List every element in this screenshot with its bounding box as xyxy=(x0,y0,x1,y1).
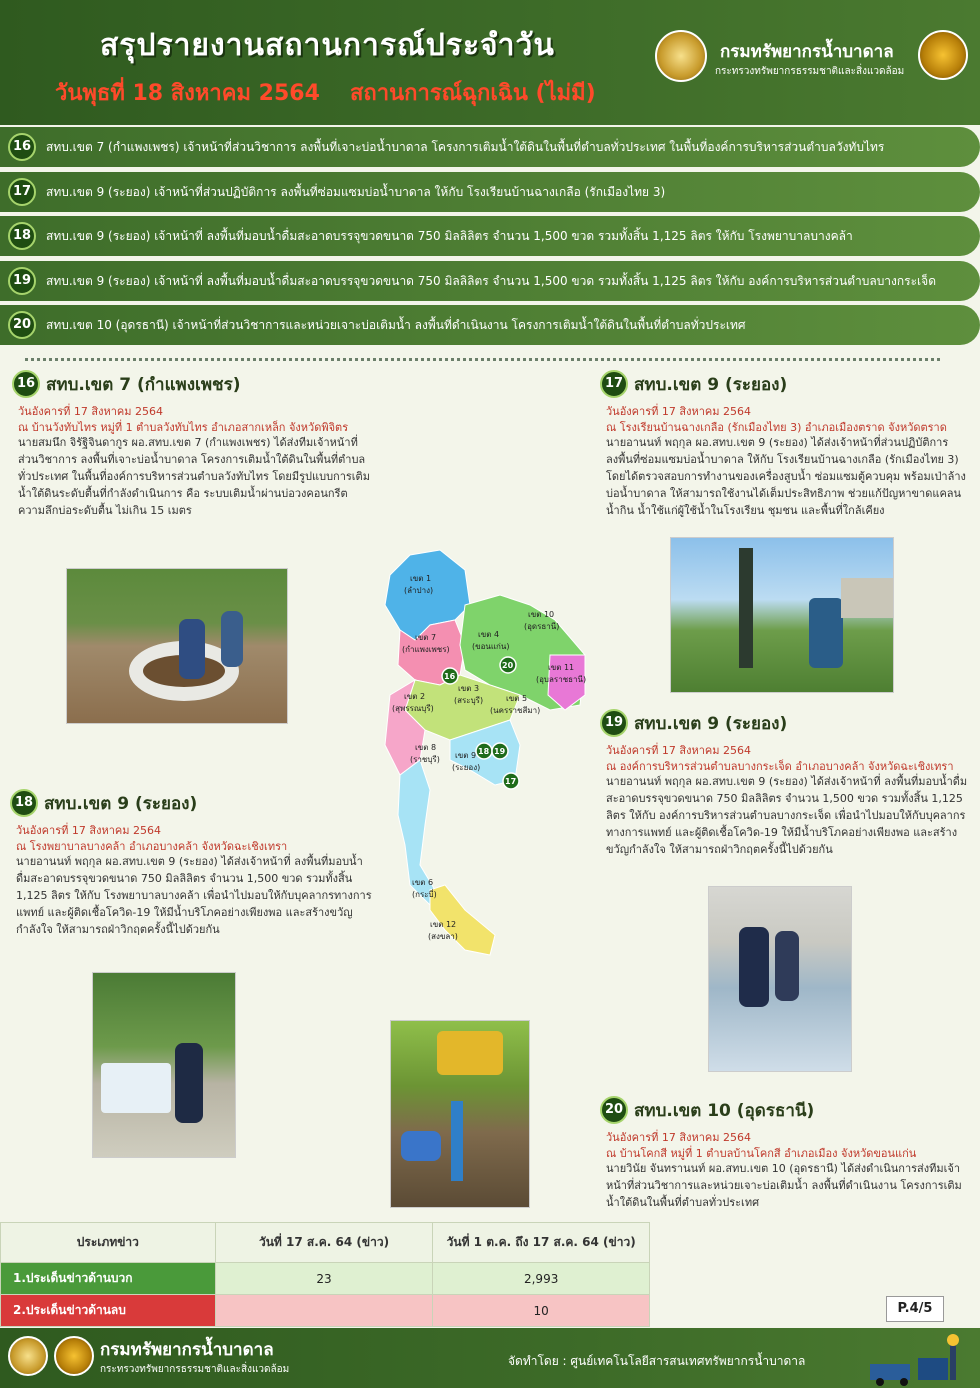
table-cell-label: 1.ประเด็นข่าวด้านบวก xyxy=(1,1263,216,1295)
detail-block-20 xyxy=(600,1096,975,1216)
table-header-row xyxy=(1,1223,650,1263)
photo-water-donation-hospital xyxy=(92,972,236,1158)
building xyxy=(841,578,894,618)
water-tank xyxy=(809,598,843,668)
detail-number-badge: 20 xyxy=(600,1096,628,1124)
map-label: (สระบุรี) xyxy=(454,696,484,705)
summary-row xyxy=(0,261,980,301)
worker-figure xyxy=(179,619,205,679)
detail-block-17 xyxy=(600,370,970,540)
summary-row xyxy=(0,216,980,256)
page-title: สรุปรายงานสถานการณ์ประจำวัน xyxy=(100,28,555,63)
map-marker-16 xyxy=(442,668,458,684)
map-label: (อุดรธานี) xyxy=(524,622,560,631)
table-header: ประเภทข่าว xyxy=(1,1223,216,1263)
detail-block-16 xyxy=(12,370,374,540)
table-header: วันที่ 17 ส.ค. 64 (ข่าว) xyxy=(215,1223,433,1263)
worker-figure xyxy=(739,927,769,1007)
footer-ministry-name: กระทรวงทรัพยากรธรรมชาติและสิ่งแวดล้อม xyxy=(100,1364,290,1375)
detail-heading: สทบ.เขต 9 (ระยอง) xyxy=(44,794,198,814)
summary-number-badge: 16 xyxy=(8,133,36,161)
map-svg xyxy=(370,545,600,965)
map-label: (ขอนแก่น) xyxy=(472,642,510,651)
detail-location: ณ โรงเรียนบ้านฉางเกลือ (รักเมืองไทย 3) อำเภอเมืองตราด จังหวัดตราด xyxy=(606,421,947,434)
summary-row xyxy=(0,172,980,212)
detail-heading: สทบ.เขต 7 (กำแพงเพชร) xyxy=(46,375,241,395)
drilling-rig-icon xyxy=(860,1334,970,1386)
map-label: (สุพรรณบุรี) xyxy=(392,704,434,713)
detail-location: ณ บ้านโคกสี หมู่ที่ 1 ตำบลบ้านโคกสี อำเภอเมือง จังหวัดขอนแก่น xyxy=(606,1147,917,1160)
map-marker-19 xyxy=(492,743,508,759)
detail-number-badge: 17 xyxy=(600,370,628,398)
department-emblem-icon xyxy=(8,1336,48,1376)
emergency-status: สถานการณ์ฉุกเฉิน (ไม่มี) xyxy=(350,81,596,106)
news-summary-table xyxy=(0,1222,650,1327)
summary-row xyxy=(0,305,980,345)
worker-figure xyxy=(221,611,243,667)
table-cell: 23 xyxy=(215,1263,433,1295)
summary-number-badge: 19 xyxy=(8,267,36,295)
map-label: (อุบลราชธานี) xyxy=(536,675,587,684)
detail-date: วันอังคารที่ 17 สิงหาคม 2564 xyxy=(606,1131,751,1144)
map-label: (ลำปาง) xyxy=(404,586,434,595)
detail-number-badge: 18 xyxy=(10,789,38,817)
map-label: เขต 3 xyxy=(458,684,480,693)
photo-recharge-well xyxy=(390,1020,530,1208)
excavator xyxy=(437,1031,503,1075)
ministry-emblem-icon xyxy=(918,30,968,80)
detail-block-18 xyxy=(10,789,372,959)
map-label: (ระยอง) xyxy=(452,763,481,772)
summary-text: สทบ.เขต 10 (อุดรธานี) เจ้าหน้าที่ส่วนวิชาการและหน่วยเจาะบ่อเติมน้ำ ลงพื้นที่ดำเนินงาน โครงการเติมน้ำใต้ดินในพื้นที่ตำบลทั่วประเทศ xyxy=(46,318,746,332)
water-bottles xyxy=(101,1063,171,1113)
detail-number-badge: 19 xyxy=(600,709,628,737)
dotted-divider xyxy=(25,358,940,361)
detail-heading: สทบ.เขต 9 (ระยอง) xyxy=(634,714,788,734)
detail-body: นายวินัย จันทรานนท์ ผอ.สทบ.เขต 10 (อุดรธานี) ได้ส่งดำเนินการส่งทีมเจ้าหน้าที่ส่วนวิชาการและหน่วยเจาะบ่อเติมน้ำ ลงพื้นที่ดำเนินงาน โครงการเติมน้ำใต้ดินในพื้นที่ตำบลทั่วประเทศ xyxy=(606,1162,962,1209)
worker-figure xyxy=(775,931,799,1001)
summary-number-badge: 18 xyxy=(8,222,36,250)
worker-figure xyxy=(175,1043,203,1123)
detail-body: นายอานนท์ พฤกุล ผอ.สทบ.เขต 9 (ระยอง) ได้ส่งเจ้าหน้าที่ ลงพื้นที่มอบน้ำดื่มสะอาดบรรจุขวดขนาด 750 มิลลิลิตร จำนวน 1,500 ขวด รวมทั้งสิ้น 1,125 ลิตร ให้กับ โรงพยาบาลบางคล้า เพื่อนำไปมอบให้กับบุคลากรทางการแพทย์ และผู้ติดเชื้อโควิด-19 ให้มีน้ำบริโภคอย่างเพียงพอ และสร้างขวัญกำลังใจ ให้สามารถฝ่าวิกฤตครั้งนี้ไปด้วยกัน xyxy=(16,855,372,936)
svg-text:18: 18 xyxy=(478,747,490,756)
ministry-name: กระทรวงทรัพยากรธรรมชาติและสิ่งแวดล้อม xyxy=(715,66,905,77)
table-cell: 10 xyxy=(433,1295,650,1327)
summary-number-badge: 20 xyxy=(8,311,36,339)
map-label: เขต 5 xyxy=(506,694,528,703)
map-label: เขต 1 xyxy=(410,574,432,583)
summary-text: สทบ.เขต 7 (กำแพงเพชร) เจ้าหน้าที่ส่วนวิชาการ ลงพื้นที่เจาะบ่อน้ำบาดาล โครงการเติมน้ำใต้ดินในพื้นที่ตำบลทั่วประเทศ ในพื้นที่องค์การบริหารส่วนตำบลวังทับไทร xyxy=(46,140,885,154)
map-label: เขต 12 xyxy=(430,920,457,929)
detail-date: วันอังคารที่ 17 สิงหาคม 2564 xyxy=(606,744,751,757)
department-emblem-icon xyxy=(655,30,707,82)
table-row xyxy=(1,1263,650,1295)
summary-text: สทบ.เขต 9 (ระยอง) เจ้าหน้าที่ ลงพื้นที่มอบน้ำดื่มสะอาดบรรจุขวดขนาด 750 มิลลิลิตร จำนวน 1,500 ขวด รวมทั้งสิ้น 1,125 ลิตร ให้กับ องค์การบริหารส่วนตำบลบางกระเจ็ด xyxy=(46,273,936,288)
table-cell xyxy=(215,1295,433,1327)
map-label: (สงขลา) xyxy=(428,932,458,941)
summary-number-badge: 17 xyxy=(8,178,36,206)
svg-text:19: 19 xyxy=(494,747,506,756)
worker-figure xyxy=(401,1131,441,1161)
map-label: เขต 10 xyxy=(528,610,555,619)
detail-date: วันอังคารที่ 17 สิงหาคม 2564 xyxy=(16,824,161,837)
svg-text:17: 17 xyxy=(505,777,517,786)
photo-water-donation-sao xyxy=(708,886,852,1072)
map-label: เขต 4 xyxy=(478,630,500,639)
photo-well-repair xyxy=(670,537,894,693)
table-row xyxy=(1,1295,650,1327)
detail-body: นายอานนท์ พฤกุล ผอ.สทบ.เขต 9 (ระยอง) ได้ส่งเจ้าหน้าที่ส่วนปฏิบัติการ ลงพื้นที่ซ่อมแซมบ่อน้ำบาดาล ให้กับ โรงเรียนบ้านฉางเกลือ (รักเมืองไทย 3) โดยได้ตรวจสอบการทำงานของเครื่องสูบน้ำ ซ่อมแซมตู้ควบคุม พร้อมเป่าล้างบ่อน้ำบาดาล ให้สามารถใช้งานได้เต็มประสิทธิภาพ ช่วยแก้ปัญหาขาดแคลนน้ำกิน น้ำใช้แก่ผู้ใช้น้ำในโรงเรียน ชุมชน และพื้นที่ใกล้เคียง xyxy=(606,436,966,517)
footer-department-name: กรมทรัพยากรน้ำบาดาล xyxy=(100,1340,274,1360)
summary-text: สทบ.เขต 9 (ระยอง) เจ้าหน้าที่ ลงพื้นที่มอบน้ำดื่มสะอาดบรรจุขวดขนาด 750 มิลลิลิตร จำนวน 1,500 ขวด รวมทั้งสิ้น 1,125 ลิตร ให้กับ โรงพยาบาลบางคล้า xyxy=(46,229,853,243)
well-pipe xyxy=(451,1101,463,1181)
map-marker-18 xyxy=(476,743,492,759)
detail-date: วันอังคารที่ 17 สิงหาคม 2564 xyxy=(18,405,163,418)
map-label: เขต 6 xyxy=(412,878,434,887)
detail-body: นายอานนท์ พฤกุล ผอ.สทบ.เขต 9 (ระยอง) ได้ส่งเจ้าหน้าที่ ลงพื้นที่มอบน้ำดื่มสะอาดบรรจุขวดขนาด 750 มิลลิลิตร จำนวน 1,500 ขวด รวมทั้งสิ้น 1,125 ลิตร ให้กับ องค์การบริหารส่วนตำบลบางกระเจ็ด เพื่อนำไปมอบให้กับบุคลากรทางการแพทย์ และผู้ติดเชื้อโควิด-19 ให้มีน้ำบริโภคอย่างเพียงพอ และสร้างขวัญกำลังใจ ให้สามารถฝ่าวิกฤตครั้งนี้ไปด้วยกัน xyxy=(606,775,968,856)
map-label: เขต 11 xyxy=(548,663,575,672)
svg-text:16: 16 xyxy=(444,672,456,681)
detail-date: วันอังคารที่ 17 สิงหาคม 2564 xyxy=(606,405,751,418)
detail-heading: สทบ.เขต 9 (ระยอง) xyxy=(634,375,788,395)
page-number: P.4/5 xyxy=(886,1296,944,1322)
map-marker-20 xyxy=(500,657,516,673)
report-date: วันพุธที่ 18 สิงหาคม 2564 xyxy=(55,81,320,106)
map-label: (กระบี่) xyxy=(412,890,437,899)
detail-location: ณ องค์การบริหารส่วนตำบลบางกระเจ็ด อำเภอบางคล้า จังหวัดฉะเชิงเทรา xyxy=(606,760,954,773)
ministry-emblem-icon xyxy=(54,1336,94,1376)
svg-text:20: 20 xyxy=(502,661,514,670)
detail-location: ณ โรงพยาบาลบางคล้า อำเภอบางคล้า จังหวัดฉะเชิงเทรา xyxy=(16,840,288,853)
table-cell: 2,993 xyxy=(433,1263,650,1295)
footer-prepared-by: จัดทำโดย : ศูนย์เทคโนโลยีสารสนเทศทรัพยากรน้ำบาดาล xyxy=(508,1354,806,1368)
summary-text: สทบ.เขต 9 (ระยอง) เจ้าหน้าที่ส่วนปฏิบัติการ ลงพื้นที่ซ่อมแซมบ่อน้ำบาดาล ให้กับ โรงเรียนบ้านฉางเกลือ (รักเมืองไทย 3) xyxy=(46,184,666,199)
detail-number-badge: 16 xyxy=(12,370,40,398)
map-label: (ราชบุรี) xyxy=(410,755,440,764)
detail-heading: สทบ.เขต 10 (อุดรธานี) xyxy=(634,1101,815,1121)
map-label: เขต 9 xyxy=(455,751,477,760)
table-header: วันที่ 1 ต.ค. ถึง 17 ส.ค. 64 (ข่าว) xyxy=(433,1223,650,1263)
well-pipe xyxy=(739,548,753,668)
map-marker-17 xyxy=(503,773,519,789)
detail-body: นายสมนึก จิรัฐิจินดากูร ผอ.สทบ.เขต 7 (กำแพงเพชร) ได้ส่งทีมเจ้าหน้าที่ส่วนวิชาการ ลงพื้นที่เจาะบ่อน้ำบาดาล โครงการเติมน้ำใต้ดินในพื้นที่ตำบลทั่วประเทศ ในพื้นที่องค์การบริหารส่วนตำบลวังทับไทร โดยมีรูปแบบการเติมน้ำใต้ดินระดับตื้นที่กำลังดำเนินการ คือ ระบบเติมน้ำผ่านบ่อวงคอนกรีต ความลึกบ่อระดับตื้น ไม่เกิน 15 เมตร xyxy=(18,436,370,517)
map-label: เขต 8 xyxy=(415,743,437,752)
header-banner xyxy=(0,0,980,125)
map-label: (กำแพงเพชร) xyxy=(402,645,450,654)
footer-banner xyxy=(0,1328,980,1388)
thailand-region-map xyxy=(370,545,600,965)
summary-list xyxy=(0,127,980,350)
table-cell-label: 2.ประเด็นข่าวด้านลบ xyxy=(1,1295,216,1327)
map-label: เขต 2 xyxy=(404,692,426,701)
map-label: เขต 7 xyxy=(415,633,437,642)
department-name: กรมทรัพยากรน้ำบาดาล xyxy=(720,42,894,62)
detail-block-19 xyxy=(600,709,970,879)
summary-row xyxy=(0,127,980,167)
detail-location: ณ บ้านวังทับไทร หมู่ที่ 1 ตำบลวังทับไทร อำเภอสากเหล็ก จังหวัดพิจิตร xyxy=(18,421,349,434)
photo-well-drilling xyxy=(66,568,288,724)
map-label: (นครราชสีมา) xyxy=(490,706,541,715)
